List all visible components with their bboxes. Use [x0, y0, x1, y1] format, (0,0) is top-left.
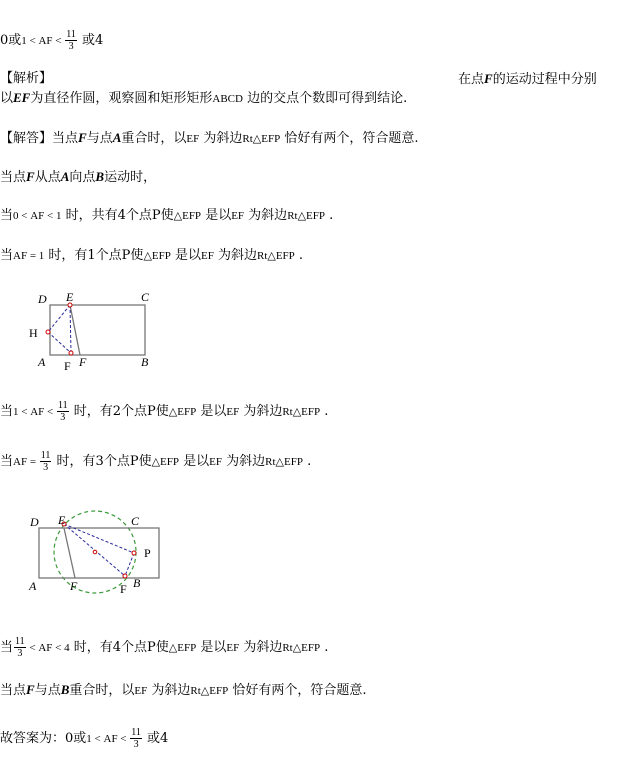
text: 为斜边: [147, 683, 191, 698]
case-line-3: [0, 400, 328, 423]
final-answer-line: [0, 727, 168, 750]
text: 重合时，以: [121, 131, 187, 146]
fraction: [57, 400, 69, 423]
text: 当: [0, 404, 14, 419]
text: 是以: [170, 248, 201, 263]
text: 是以: [196, 404, 227, 419]
fraction-denominator: 3: [133, 739, 139, 750]
text: 为斜边: [221, 454, 266, 469]
math-var: F: [484, 71, 493, 86]
text: .: [320, 640, 329, 655]
math-var: F: [78, 130, 87, 145]
text: 运动时，: [104, 170, 157, 185]
segment-ef: [64, 528, 75, 578]
final-label: 故答案为：: [0, 731, 66, 746]
text: 恰好有两个，符合题意.: [280, 131, 419, 146]
segment-ef: [70, 305, 80, 355]
math-expr: 1 < AF <: [13, 406, 56, 418]
text: 时，共有4个点P使: [61, 208, 174, 223]
point-p: [132, 551, 136, 555]
label-c: C: [131, 514, 140, 528]
analysis-text: 为直径作圆，观察圆和矩形矩形: [30, 91, 213, 106]
case-line-1: [0, 207, 333, 225]
text: 重合时，以: [69, 683, 135, 698]
math-expr: Rt△EFP: [190, 685, 229, 697]
dashed-eh: [48, 305, 70, 332]
analysis-line2: [0, 89, 407, 108]
fraction-denominator: 3: [68, 41, 74, 52]
fraction-numerator: 11: [15, 636, 25, 647]
label-d: D: [38, 292, 47, 306]
math-var: EF: [13, 90, 31, 105]
answer-text-end: 或4: [142, 731, 169, 746]
answer-top-line: [0, 29, 103, 52]
label-a: A: [38, 355, 46, 369]
text: 时，有3个点P使: [52, 454, 152, 469]
label-f-point: F: [64, 359, 71, 373]
text: 当点: [0, 170, 27, 185]
fraction-numerator: 11: [40, 450, 51, 461]
math-expr: Rt△EFP: [287, 210, 325, 222]
geometry-figure-1: [20, 288, 160, 378]
analysis-text: 以: [0, 91, 14, 106]
text: 与点: [34, 683, 61, 698]
answer-text: 0或: [0, 33, 22, 48]
point-f: [123, 574, 127, 578]
label-c: C: [141, 290, 150, 304]
label-b: B: [133, 576, 141, 590]
analysis-text: 边的交点个数即可得到结论.: [242, 91, 408, 106]
math-expr: EF: [134, 685, 148, 697]
math-expr: 0 < AF < 1: [13, 210, 62, 222]
fraction-denominator: 3: [43, 462, 49, 473]
fraction-denominator: 3: [17, 648, 23, 659]
text: 为斜边: [199, 131, 243, 146]
label-f: F: [70, 579, 78, 593]
math-expr: EF: [201, 250, 214, 262]
analysis-text: 的运动过程中分别: [492, 72, 597, 87]
fraction: [14, 636, 26, 659]
math-expr: EF: [226, 642, 240, 654]
analysis-label: 【解析】: [0, 71, 53, 86]
math-expr: AF =: [13, 456, 39, 468]
text: 恰好有两个，符合题意.: [228, 683, 367, 698]
fraction-denominator: 3: [60, 412, 66, 423]
math-expr: AF = 1: [13, 250, 45, 262]
text: 当: [0, 640, 14, 655]
label-e: E: [66, 290, 74, 304]
rectangle-abcd: [39, 528, 159, 578]
point-h: [46, 330, 50, 334]
math-var: A: [60, 169, 70, 184]
label-e: E: [58, 513, 66, 527]
label-b: B: [141, 355, 149, 369]
math-expr: ABCD: [212, 93, 243, 105]
text: .: [294, 248, 304, 263]
text: 当: [0, 248, 14, 263]
text: .: [302, 454, 312, 469]
label-f-point: F: [120, 582, 127, 596]
label-d: D: [30, 515, 39, 529]
case-line-4: [0, 450, 311, 473]
answer-math: 1 < AF <: [21, 35, 65, 47]
fraction: [40, 450, 52, 473]
text: 当: [0, 454, 14, 469]
fraction-numerator: 11: [66, 29, 76, 40]
text: 是以: [201, 208, 232, 223]
fraction: [130, 727, 142, 750]
math-expr: EF: [209, 456, 222, 468]
math-expr: Rt△EFP: [282, 642, 321, 654]
analysis-right-text: [458, 70, 597, 89]
text: 当点: [0, 683, 27, 698]
label-h: H: [29, 326, 38, 340]
math-expr: Rt△EFP: [265, 456, 303, 468]
text: 当点: [52, 131, 79, 146]
math-expr: △EFP: [143, 250, 171, 262]
math-var: F: [26, 682, 35, 697]
math-var: B: [95, 169, 105, 184]
text: 向点: [69, 170, 96, 185]
text: 是以: [196, 640, 227, 655]
fraction-numerator: 11: [57, 400, 68, 411]
answer-math: 1 < AF <: [86, 733, 130, 745]
math-expr: △EFP: [168, 406, 197, 418]
geometry-figure-2: [20, 505, 170, 603]
text: 为斜边: [244, 208, 288, 223]
fraction-numerator: 11: [131, 727, 141, 738]
label-f: F: [79, 355, 87, 369]
text: 时，有4个点P使: [69, 640, 169, 655]
label-p: P: [144, 546, 151, 560]
math-expr: EF: [186, 133, 200, 145]
math-var: A: [112, 130, 122, 145]
text: .: [320, 404, 329, 419]
text: .: [325, 208, 334, 223]
point-f: [69, 351, 73, 355]
math-expr: < AF < 4: [26, 642, 70, 654]
math-expr: △EFP: [151, 456, 179, 468]
case-line-6: [0, 681, 366, 700]
dashed-hf: [48, 332, 71, 353]
math-expr: Rt△EFP: [256, 250, 295, 262]
math-expr: △EFP: [173, 210, 202, 222]
math-expr: EF: [226, 406, 240, 418]
math-expr: Rt△EFP: [242, 133, 281, 145]
case-line-5: [0, 636, 328, 659]
math-var: B: [60, 682, 70, 697]
text: 时，有2个点P使: [69, 404, 169, 419]
text: 为斜边: [213, 248, 257, 263]
solution-line1: [0, 129, 418, 148]
fraction: [65, 29, 77, 52]
text: 为斜边: [239, 404, 283, 419]
text: 当: [0, 208, 14, 223]
math-expr: △EFP: [168, 642, 197, 654]
circle-center: [93, 550, 97, 554]
text: 是以: [179, 454, 210, 469]
text: 与点: [86, 131, 113, 146]
text: 为斜边: [239, 640, 283, 655]
math-expr: Rt△EFP: [282, 406, 321, 418]
text: 从点: [34, 170, 61, 185]
dashed-pf: [125, 553, 134, 576]
answer-text: 0或: [65, 731, 87, 746]
answer-text-end: 或4: [77, 33, 104, 48]
math-var: F: [26, 169, 35, 184]
solution-label: 【解答】: [0, 131, 53, 146]
line-moving: [0, 168, 156, 187]
analysis-text: 在点: [458, 72, 485, 87]
case-line-2: [0, 247, 303, 265]
math-expr: EF: [231, 210, 245, 222]
label-a: A: [29, 579, 37, 593]
text: 时，有1个点P使: [44, 248, 144, 263]
